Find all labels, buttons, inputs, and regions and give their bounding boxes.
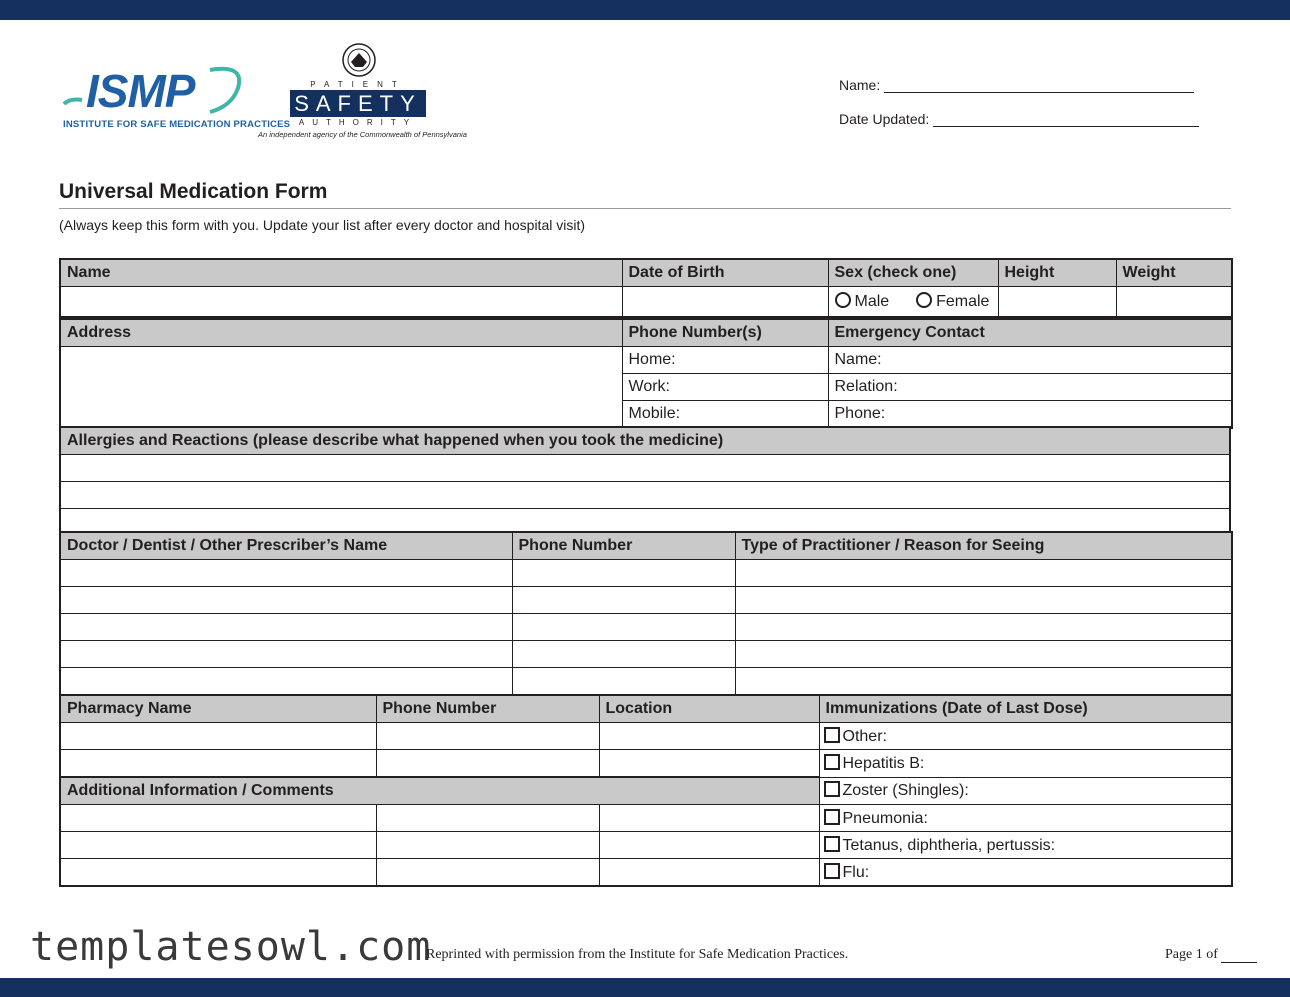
checkbox-icon[interactable] (824, 781, 840, 797)
header-name-field[interactable] (839, 76, 1194, 93)
male-radio-icon[interactable] (835, 292, 851, 308)
immunization-label: Other: (842, 727, 887, 745)
additional-info-cell[interactable] (376, 805, 599, 832)
prescriber-name-cell[interactable] (60, 560, 512, 587)
additional-info-cell[interactable] (60, 859, 376, 887)
pharmacy-location-cell[interactable] (599, 750, 819, 778)
prescriber-phone-cell[interactable] (512, 560, 735, 587)
immunization-item[interactable] (819, 859, 1232, 887)
prescriber-type-cell[interactable] (735, 641, 1232, 668)
personal-info-table (59, 258, 1233, 318)
contact-table (59, 318, 1233, 429)
female-label: Female (936, 292, 990, 310)
prescriber-row (60, 560, 1232, 587)
prescriber-name-header: Doctor / Dentist / Other Prescriber’s Name (60, 532, 512, 560)
immunization-item[interactable] (819, 832, 1232, 859)
psa-patient-text: PATIENT (310, 80, 406, 89)
additional-info-header: Additional Information / Comments (60, 777, 819, 805)
name-header: Name (60, 259, 622, 287)
reprint-notice: Reprinted with permission from the Institute for Safe Medication Practices. (426, 947, 849, 962)
dob-header: Date of Birth (622, 259, 828, 287)
page-title: Universal Medication Form (59, 180, 328, 203)
allergies-header: Allergies and Reactions (please describe what happened when you took the medicine) (60, 427, 1230, 455)
additional-info-cell[interactable] (599, 832, 819, 859)
ec-phone[interactable]: Phone: (828, 401, 1232, 429)
ismp-wordmark: ISMP (86, 65, 195, 117)
height-cell[interactable] (998, 287, 1116, 317)
immunizations-header: Immunizations (Date of Last Dose) (819, 695, 1232, 723)
weight-cell[interactable] (1116, 287, 1232, 317)
sex-cell (828, 287, 998, 317)
phones-header: Phone Number(s) (622, 319, 828, 347)
title-divider (59, 208, 1231, 209)
immunization-label: Tetanus, diphtheria, pertussis: (842, 836, 1056, 854)
additional-info-cell[interactable] (376, 859, 599, 887)
allergies-table (59, 426, 1231, 537)
checkbox-icon[interactable] (824, 727, 840, 743)
header-date-field[interactable] (839, 110, 1199, 127)
address-cell[interactable] (60, 347, 622, 429)
prescriber-phone-cell[interactable] (512, 614, 735, 641)
additional-info-cell[interactable] (60, 805, 376, 832)
prescriber-row (60, 641, 1232, 668)
allergy-row[interactable] (60, 482, 1230, 509)
top-bar (0, 0, 1290, 20)
page-number-label: Page 1 of (1165, 947, 1218, 962)
pharmacy-phone-header: Phone Number (376, 695, 599, 723)
prescriber-row (60, 668, 1232, 696)
prescriber-type-cell[interactable] (735, 668, 1232, 696)
pharmacy-phone-cell[interactable] (376, 750, 599, 778)
prescriber-phone-cell[interactable] (512, 587, 735, 614)
prescriber-type-cell[interactable] (735, 587, 1232, 614)
prescriber-name-cell[interactable] (60, 641, 512, 668)
prescriber-name-cell[interactable] (60, 668, 512, 696)
immunization-item[interactable] (819, 723, 1232, 750)
header-name-label: Name: (839, 77, 881, 93)
weight-header: Weight (1116, 259, 1232, 287)
pharmacy-table (59, 694, 1233, 887)
sex-header: Sex (check one) (828, 259, 998, 287)
checkbox-icon[interactable] (824, 863, 840, 879)
phone-work[interactable]: Work: (622, 374, 828, 401)
prescriber-phone-cell[interactable] (512, 641, 735, 668)
phone-home[interactable]: Home: (622, 347, 828, 374)
ec-name[interactable]: Name: (828, 347, 1232, 374)
ismp-subtitle: INSTITUTE FOR SAFE MEDICATION PRACTICES (63, 119, 291, 130)
prescriber-row (60, 587, 1232, 614)
pharmacy-phone-cell[interactable] (376, 723, 599, 750)
page-total-line[interactable] (1221, 949, 1257, 963)
dob-cell[interactable] (622, 287, 828, 317)
header-name-line[interactable] (884, 76, 1194, 93)
immunization-label: Zoster (Shingles): (842, 782, 969, 800)
psa-safety-text: SAFETY (290, 90, 426, 117)
psa-tagline: An independent agency of the Commonwealth of Pennsylvania (258, 130, 467, 139)
male-label: Male (854, 292, 890, 310)
ec-relation[interactable]: Relation: (828, 374, 1232, 401)
immunization-label: Pneumonia: (842, 809, 928, 827)
height-header: Height (998, 259, 1116, 287)
immunization-item[interactable] (819, 750, 1232, 778)
checkbox-icon[interactable] (824, 836, 840, 852)
pharmacy-name-cell[interactable] (60, 750, 376, 778)
immunization-item[interactable] (819, 777, 1232, 805)
bottom-bar (0, 978, 1290, 997)
emergency-header: Emergency Contact (828, 319, 1232, 347)
page-number (1165, 947, 1257, 963)
additional-info-cell[interactable] (376, 832, 599, 859)
checkbox-icon[interactable] (824, 754, 840, 770)
additional-info-cell[interactable] (599, 859, 819, 887)
name-cell[interactable] (60, 287, 622, 317)
watermark-text: templatesowl.com (30, 924, 432, 970)
prescribers-table (59, 531, 1233, 696)
prescriber-row (60, 614, 1232, 641)
prescriber-type-cell[interactable] (735, 614, 1232, 641)
prescriber-name-cell[interactable] (60, 614, 512, 641)
immunization-item[interactable] (819, 805, 1232, 832)
address-header: Address (60, 319, 622, 347)
immunization-label: Hepatitis B: (842, 754, 925, 772)
female-radio-icon[interactable] (916, 292, 932, 308)
prescriber-phone-cell[interactable] (512, 668, 735, 696)
prescriber-type-header: Type of Practitioner / Reason for Seeing (735, 532, 1232, 560)
prescriber-type-cell[interactable] (735, 560, 1232, 587)
ismp-logo (60, 62, 291, 132)
header-date-label: Date Updated: (839, 111, 930, 127)
page-subtitle: (Always keep this form with you. Update your list after every doctor and hospital visit) (59, 217, 585, 233)
allergy-row[interactable] (60, 455, 1230, 482)
checkbox-icon[interactable] (824, 809, 840, 825)
prescriber-phone-header: Phone Number (512, 532, 735, 560)
pharmacy-name-header: Pharmacy Name (60, 695, 376, 723)
phone-mobile[interactable]: Mobile: (622, 401, 828, 429)
pharmacy-name-cell[interactable] (60, 723, 376, 750)
psa-authority-text: AUTHORITY (298, 118, 418, 127)
header-date-line[interactable] (933, 110, 1199, 127)
pharmacy-location-cell[interactable] (599, 723, 819, 750)
pharmacy-location-header: Location (599, 695, 819, 723)
additional-info-cell[interactable] (60, 832, 376, 859)
prescriber-name-cell[interactable] (60, 587, 512, 614)
immunization-label: Flu: (842, 863, 870, 881)
additional-info-cell[interactable] (599, 805, 819, 832)
commonwealth-seal-icon (336, 42, 382, 78)
psa-logo (258, 42, 467, 142)
